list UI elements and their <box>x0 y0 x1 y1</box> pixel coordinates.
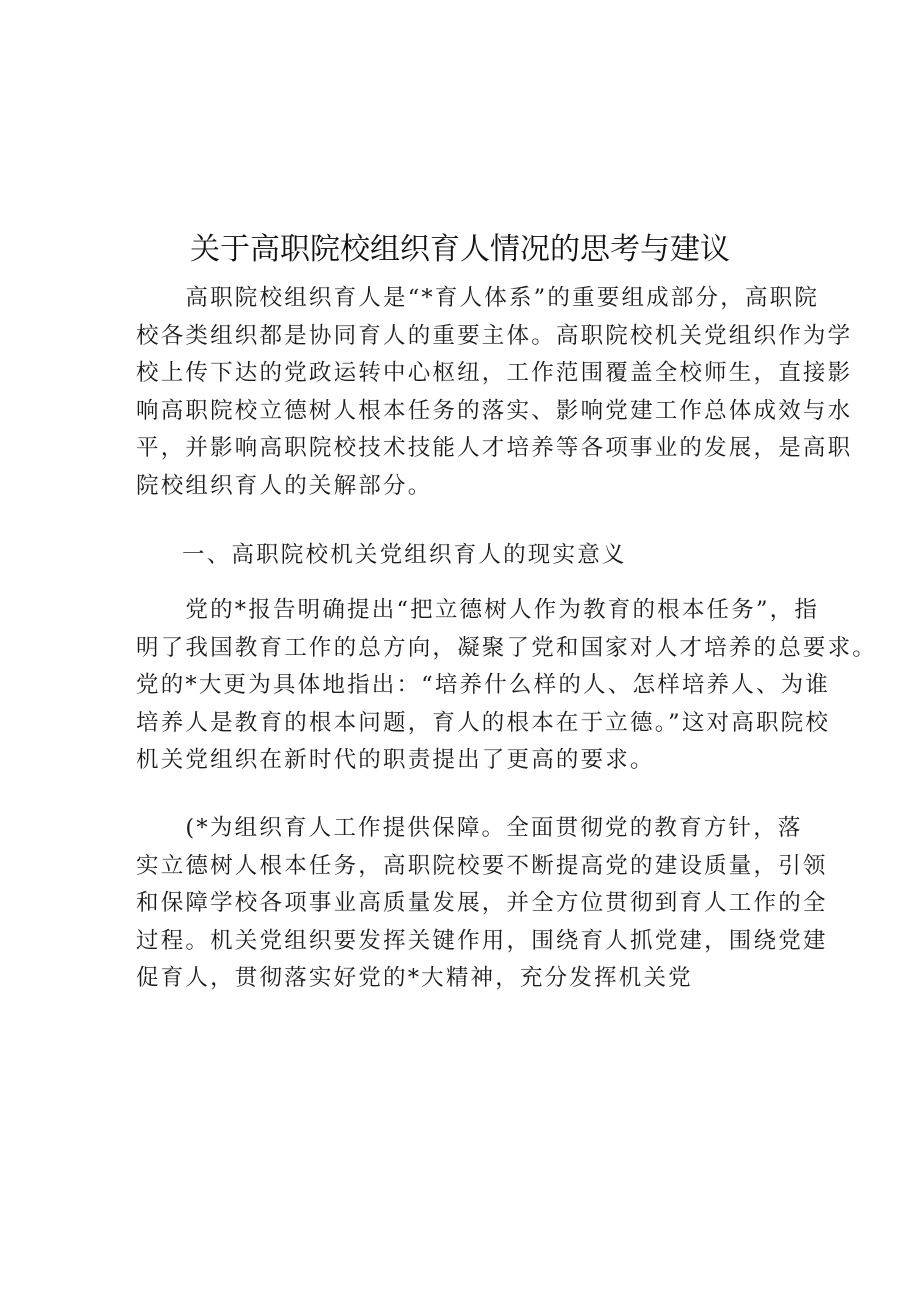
section-heading <box>182 537 627 575</box>
section-heading-text: 一、高职院校机关党组织育人的现实意义 <box>182 542 627 568</box>
paragraph-line: 促育人，贯彻落实好党的*大精神，充分发挥机关党 <box>136 965 693 991</box>
intro-paragraph <box>136 280 852 505</box>
paragraph-line: 响高职院校立德树人根本任务的落实、影响党建工作总体成效与水 <box>136 397 853 424</box>
paragraph-line: 校各类组织都是协同育人的重要主体。高职院校机关党组织作为学 <box>136 322 853 349</box>
paragraph-line: 校上传下达的党政运转中心枢纽，工作范围覆盖全校师生，直接影 <box>136 360 853 386</box>
paragraph-line: 院校组织育人的关解部分。 <box>136 472 433 499</box>
body-paragraph <box>136 810 828 998</box>
paragraph-line: 党的*大更为具体地指出：“培养什么样的人、怎样培养人、为谁 <box>136 672 831 698</box>
paragraph-line: 培养人是教育的根本问题，育人的根本在于立德。”这对高职院校 <box>136 709 831 736</box>
paragraph-line: 机关党组织在新时代的职责提出了更高的要求。 <box>136 747 655 773</box>
paragraph-line: 党的*报告明确提出“把立德树人作为教育的根本任务”，指 <box>136 597 820 623</box>
paragraph-line: 过程。机关党组织要发挥关键作用，围绕育人抓党建，围绕党建 <box>136 927 828 954</box>
paragraph-line: 明了我国教育工作的总方向，凝聚了党和国家对人才培养的总要求。 <box>136 634 878 661</box>
paragraph-line: (*为组织育人工作提供保障。全面贯彻党的教育方针，落 <box>136 815 803 841</box>
paragraph-line: 实立德树人根本任务，高职院校要不断提高党的建设质量，引领 <box>136 852 828 879</box>
paragraph-line: 平，并影响高职院校技术技能人才培养等各项事业的发展，是高职 <box>136 435 853 461</box>
paragraph-line: 高职院校组织育人是“*育人体系”的重要组成部分，高职院 <box>136 285 820 311</box>
paragraph-line: 和保障学校各项事业高质量发展，并全方位贯彻到育人工作的全 <box>136 890 828 916</box>
document-title: 关于高职院校组织育人情况的思考与建议 <box>190 232 730 267</box>
body-paragraph <box>136 592 877 780</box>
